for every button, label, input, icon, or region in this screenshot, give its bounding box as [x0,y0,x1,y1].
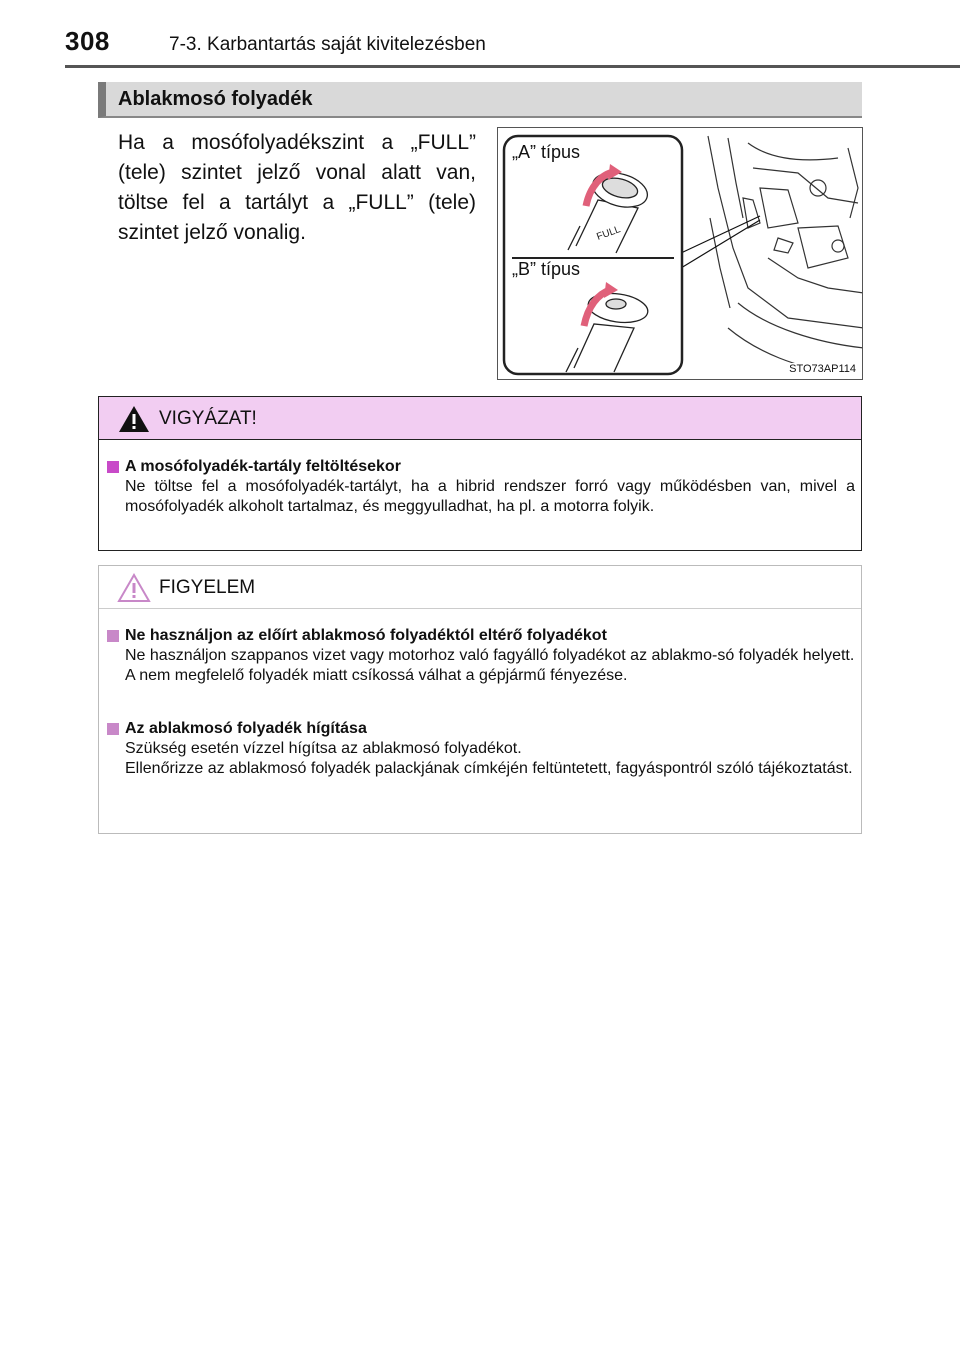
figure-label-type-b: „B” típus [512,259,581,279]
notice-item-title-text: Ne használjon az előírt ablakmosó folyadéktól eltérő folyadékot [125,627,607,644]
notice-item-title-text: Az ablakmosó folyadék hígítása [125,720,367,737]
caution-triangle-icon [117,573,151,603]
notice-item-line: Szükség esetén vízzel hígítsa az ablakmosó folyadékot. [125,740,522,757]
notice-item-title [107,719,855,739]
page-number: 308 [65,26,110,56]
warning-triangle-icon [117,404,151,434]
washer-reservoir-figure [497,127,863,380]
notice-header [99,566,861,609]
warning-item-title-text: A mosófolyadék-tartály feltöltésekor [125,458,401,475]
figure-illustration [498,128,863,380]
intro-paragraph: Ha a mosófolyadékszint a „FULL” (tele) szintet jelző vonal alatt van, töltse fel a tartályt a „FULL” (tele) szintet jelző vonalig. [118,131,476,244]
page-header [65,26,960,66]
header-rule [65,65,960,68]
notice-box [98,565,862,834]
notice-item [107,719,855,779]
notice-item [107,626,855,686]
warning-item-body [107,477,855,517]
bullet-square-icon [107,461,119,473]
figure-label-type-a: „A” típus [512,142,581,162]
warning-header [99,397,861,440]
warning-item [107,457,855,517]
notice-heading: FIGYELEM [159,577,256,598]
warning-item-line: Ne töltse fel a mosófolyadék-tartályt, ha a hibrid rendszer forró vagy működésben van, mivel a mosófolyadék alkoholt tartalmaz, és meggyulladhat, ha pl. a motorra folyik. [125,478,855,515]
notice-item-body [107,739,855,779]
warning-box [98,396,862,551]
section-title: Ablakmosó folyadék [118,88,313,110]
bullet-square-icon [107,630,119,642]
notice-item-title [107,626,855,646]
warning-item-title [107,457,855,477]
chapter-title: 7-3. Karbantartás saját kivitelezésben [169,34,486,55]
notice-item-body [107,646,855,686]
section-title-bar [98,82,862,118]
notice-item-line: Ne használjon szappanos vizet vagy motorhoz való fagyálló folyadékot az ablakmo-só folyadék helyett. [125,647,855,664]
notice-item-line: A nem megfelelő folyadék miatt csíkossá válhat a gépjármű fényezése. [125,667,628,684]
figure-code: STO73AP114 [789,363,856,375]
cap-full-mark: FULL [595,224,623,243]
bullet-square-icon [107,723,119,735]
warning-heading: VIGYÁZAT! [159,408,257,429]
notice-item-line: Ellenőrizze az ablakmosó folyadék palackjának címkéjén feltüntetett, fagyáspontról szóló tájékoztatást. [125,760,853,777]
